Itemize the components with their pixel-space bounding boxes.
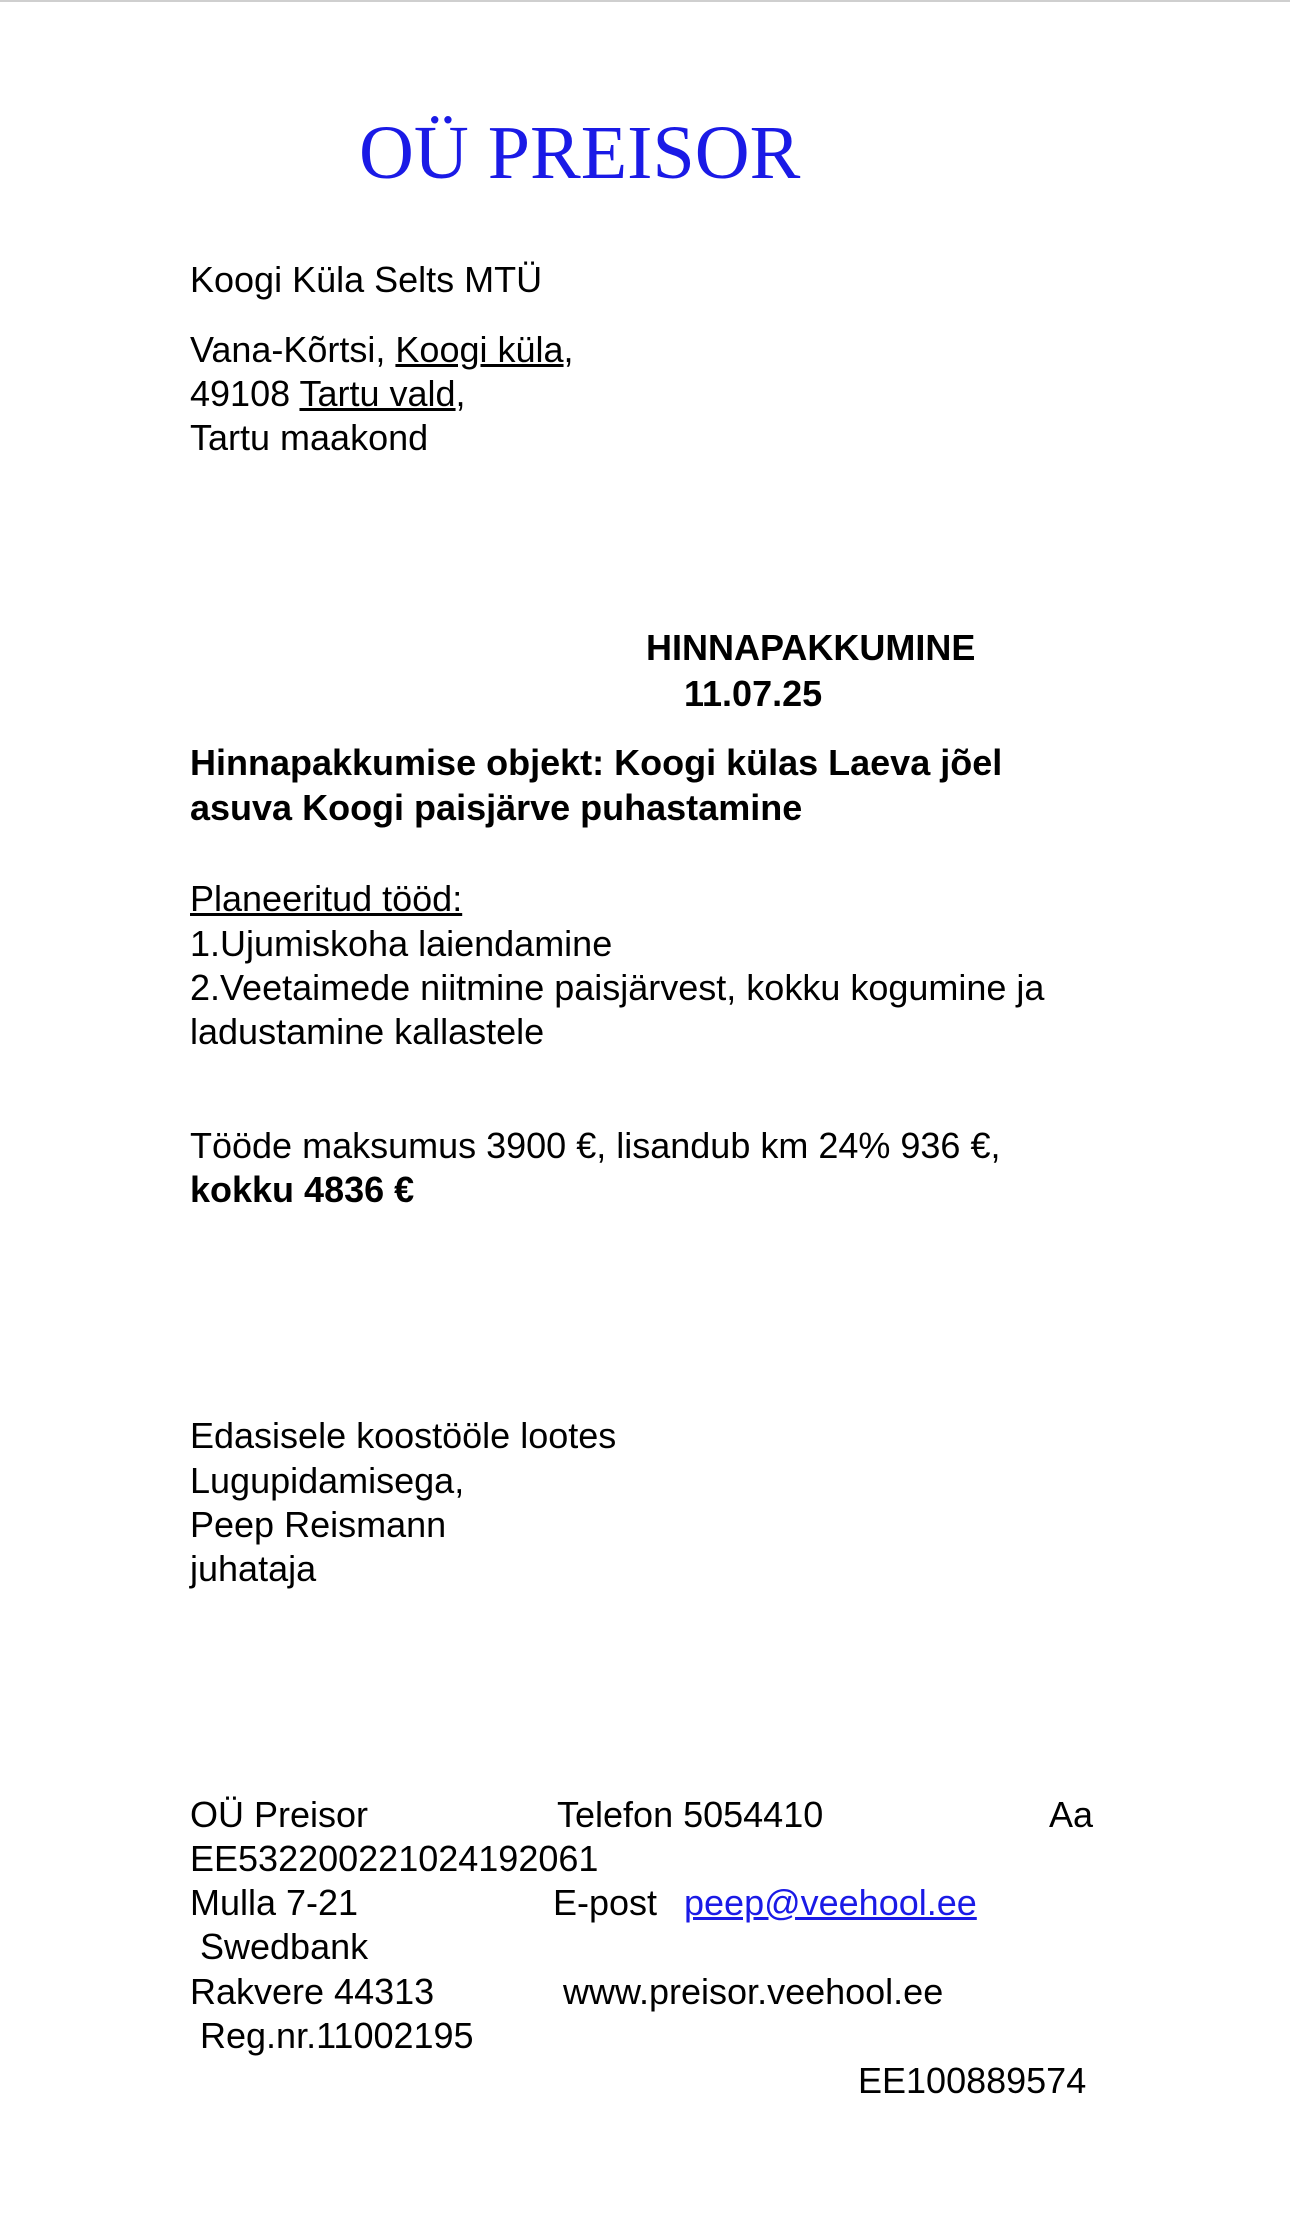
top-border	[0, 0, 1290, 2]
recipient-village-link[interactable]: Koogi küla	[395, 329, 564, 370]
recipient-address-line2	[190, 372, 466, 416]
recipient-county: Tartu maakond	[190, 417, 429, 458]
footer-iban: EE532200221024192061	[190, 1838, 599, 1879]
offer-object-line2: asuva Koogi paisjärve puhastamine	[190, 787, 803, 828]
planned-work-item: 1.Ujumiskoha laiendamine	[190, 923, 613, 964]
footer-phone: Telefon 5054410	[557, 1794, 824, 1835]
recipient-address-line1	[190, 328, 574, 372]
planned-work-item-cont: ladustamine kallastele	[190, 1011, 545, 1052]
offer-object-line1: Hinnapakkumise objekt: Koogi külas Laeva jõel	[190, 742, 1003, 783]
planned-works-label: Planeeritud tööd:	[190, 878, 463, 919]
cost-line: Tööde maksumus 3900 €, lisandub km 24% 936 €,	[190, 1125, 1001, 1166]
recipient-postcode: 49108	[190, 373, 300, 414]
recipient-parish-link[interactable]: Tartu vald	[299, 373, 456, 414]
footer-website: www.preisor.veehool.ee	[563, 1971, 944, 2012]
footer-address: Mulla 7-21	[190, 1882, 359, 1923]
offer-heading: HINNAPAKKUMINE	[646, 627, 976, 668]
recipient-name: Koogi Küla Selts MTÜ	[190, 259, 543, 300]
footer-vat: EE100889574	[858, 2060, 1087, 2101]
company-letterhead: OÜ PREISOR	[359, 111, 801, 195]
planned-work-item: 2.Veetaimede niitmine paisjärvest, kokku kogumine ja	[190, 967, 1045, 1008]
recipient-street: Vana-Kõrtsi,	[190, 329, 396, 370]
footer-account-label: Aa	[1049, 1794, 1094, 1835]
closing-line: Edasisele koostööle lootes	[190, 1415, 617, 1456]
footer-city: Rakvere 44313	[190, 1971, 435, 2012]
recipient-comma: ,	[563, 329, 574, 370]
offer-date: 11.07.25	[684, 673, 823, 714]
footer-bank: Swedbank	[200, 1926, 369, 1967]
footer-regnr: Reg.nr.11002195	[200, 2015, 474, 2056]
total-line: kokku 4836 €	[190, 1169, 415, 1210]
footer-email-label: E-post	[553, 1882, 658, 1923]
footer-company: OÜ Preisor	[190, 1794, 369, 1835]
signer-title: juhataja	[190, 1548, 317, 1589]
signer-name: Peep Reismann	[190, 1504, 447, 1545]
footer-email-link[interactable]: peep@veehool.ee	[684, 1882, 977, 1923]
closing-greeting: Lugupidamisega,	[190, 1460, 465, 1501]
recipient-comma: ,	[455, 373, 466, 414]
